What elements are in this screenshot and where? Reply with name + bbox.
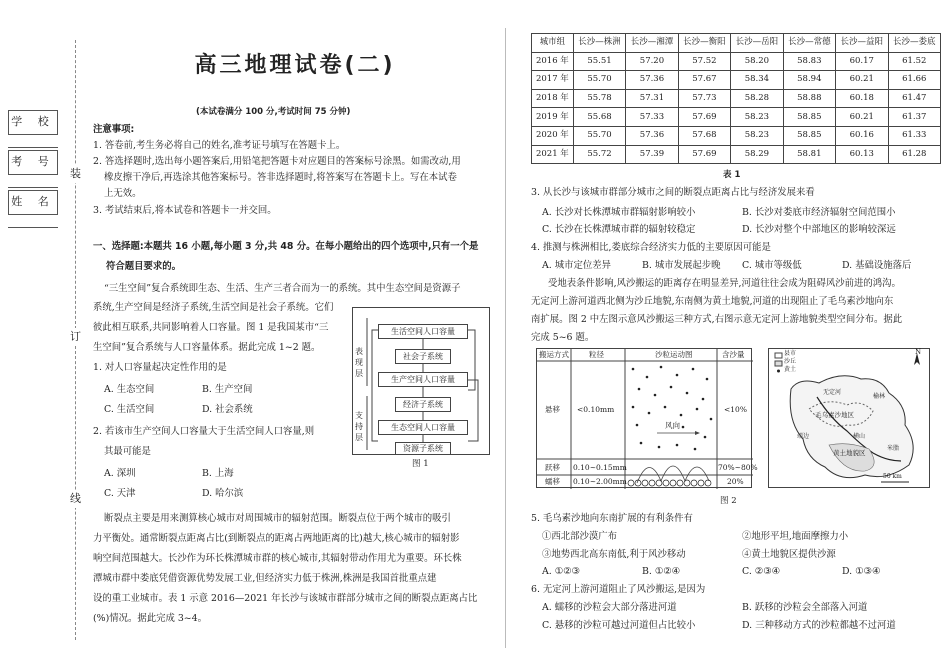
- table-cell: 61.28: [888, 145, 941, 164]
- table-cell: 60.18: [836, 89, 888, 108]
- table-cell: 61.66: [888, 71, 941, 90]
- fig2-size-suspension: <0.10mm: [577, 405, 615, 414]
- table-1-caption: 表 1: [723, 170, 741, 180]
- table-cell: 58.88: [783, 89, 835, 108]
- box-economic-system: 经济子系统: [395, 397, 451, 412]
- map-legend-loess: 黄土: [784, 366, 797, 373]
- table-cell: 60.21: [836, 71, 888, 90]
- table-cell: 55.72: [573, 145, 625, 164]
- para2-line: 力平衡处。通常断裂点距离占比(到断裂点的距离占两地距离的比)越大,核心城市的辐射影: [93, 533, 460, 544]
- para3-line: 南扩展。图 2 中左图示意风沙搬运三种方式,右图示意无定河上游地貌类型空间分布。据此: [531, 314, 903, 325]
- table-row: [532, 145, 941, 164]
- table-cell: 2018 年: [532, 89, 574, 108]
- creep-particles: [628, 480, 711, 486]
- fig2-content-suspension: <10%: [724, 405, 747, 414]
- intro-line: 生空间”复合系统与人口容量体系。据此完成 1~2 题。: [93, 342, 321, 353]
- q3-option-a[interactable]: A. 长沙对长株潭城市群辐射影响较小: [542, 207, 696, 218]
- table-cell: 55.51: [573, 52, 625, 71]
- table-cell: 57.33: [626, 108, 678, 127]
- table-cell: 61.37: [888, 108, 941, 127]
- table-cell: 2020 年: [532, 126, 574, 145]
- map-label-loess: 黄土地貌区: [833, 449, 866, 457]
- table-cell: 57.67: [678, 71, 730, 90]
- box-production-capacity: 生产空间人口容量: [378, 372, 468, 387]
- table-cell: 58.85: [783, 108, 835, 127]
- q1-option-c[interactable]: C. 生活空间: [104, 404, 155, 415]
- q5-item-3: ③地势西北高东南低,利于风沙移动: [542, 549, 686, 560]
- fig2-header-size: 粒径: [589, 350, 604, 359]
- q6-option-a[interactable]: A. 蠕移的沙粒会大部分落进河道: [542, 602, 677, 613]
- fig2-content-saltation: 70%~80%: [718, 463, 758, 472]
- q5-stem: 5. 毛乌素沙地向东南扩展的有利条件有: [531, 513, 693, 524]
- table-cell: 57.69: [678, 108, 730, 127]
- table-header-cell: 长沙—株洲: [573, 34, 625, 53]
- q1-option-a[interactable]: A. 生态空间: [104, 384, 155, 395]
- table-cell: 58.28: [731, 89, 783, 108]
- table-cell: 57.39: [626, 145, 678, 164]
- side-char-zhuang: 装: [70, 165, 81, 183]
- table-cell: 60.13: [836, 145, 888, 164]
- label-support-layer: 支持层: [355, 411, 363, 442]
- exam-number-blank[interactable]: [8, 176, 58, 188]
- table-cell: 58.23: [731, 126, 783, 145]
- page-title: 高三地理试卷(二): [194, 53, 396, 78]
- fig2-header-content: 含沙量: [722, 350, 745, 359]
- fig2-mode-suspension: 悬移: [545, 405, 560, 414]
- table-cell: 60.17: [836, 52, 888, 71]
- q4-stem: 4. 推测与株洲相比,娄底综合经济实力低的主要原因可能是: [531, 242, 771, 253]
- q4-option-d[interactable]: D. 基础设施落后: [842, 260, 912, 271]
- para3-line: 无定河上游河道西北侧为沙丘地貌,东南侧为黄土地貌,河道的出现阻止了毛乌素沙地向东: [531, 296, 894, 307]
- name-blank[interactable]: [8, 216, 58, 228]
- note-line: 橡皮擦干净后,再选涂其他答案标号。答非选择题时,将答案写在答题卡上。写在本试卷: [104, 172, 457, 183]
- para2-line: 响空间范围越大。长沙作为环长株潭城市群的核心城市,其辐射带动作用尤为重要。环长株: [93, 553, 462, 564]
- fig2-header-mode: 搬运方式: [539, 350, 569, 359]
- q5-item-4: ④黄土地貌区提供沙源: [742, 549, 836, 560]
- map-label-hengshan: 横山: [853, 433, 866, 440]
- table-header-cell: 城市组: [532, 34, 574, 53]
- table-cell: 55.78: [573, 89, 625, 108]
- map-label-sandland: 毛乌素沙地区: [815, 411, 854, 419]
- fig2-size-saltation: 0.10~0.15mm: [573, 463, 627, 472]
- table-cell: 57.20: [626, 52, 678, 71]
- intro-line: 彼此相互联系,共同影响着人口容量。图 1 是我国某市“三: [93, 322, 329, 333]
- table-header-cell: 长沙—益阳: [836, 34, 888, 53]
- figure-1-caption: 图 1: [412, 459, 429, 469]
- table-header-cell: 长沙—岳阳: [731, 34, 783, 53]
- q5-option-c[interactable]: C. ②③④: [742, 566, 781, 577]
- table-cell: 57.31: [626, 89, 678, 108]
- table-header-cell: 长沙—娄底: [888, 34, 941, 53]
- q1-option-b[interactable]: B. 生产空间: [202, 384, 253, 395]
- table-cell: 57.73: [678, 89, 730, 108]
- q5-option-a[interactable]: A. ①②③: [542, 566, 580, 577]
- table-cell: 60.16: [836, 126, 888, 145]
- table-cell: 61.33: [888, 126, 941, 145]
- table-cell: 58.20: [731, 52, 783, 71]
- table-cell: 58.29: [731, 145, 783, 164]
- fig2-mode-saltation: 跃移: [545, 463, 560, 472]
- table-cell: 57.52: [678, 52, 730, 71]
- map-north-label: N: [915, 348, 922, 356]
- table-cell: 2016 年: [532, 52, 574, 71]
- table-cell: 2021 年: [532, 145, 574, 164]
- para2-line: (%)情况。据此完成 3~4。: [93, 613, 207, 624]
- q3-option-b[interactable]: B. 长沙对娄底市经济辐射空间范围小: [742, 207, 896, 218]
- q5-item-1: ①西北部沙漠广布: [542, 531, 618, 542]
- school-label: 学 校: [8, 110, 58, 135]
- para2-line: 设的重工业城市。表 1 示意 2016—2021 年长沙与该城市群部分城市之间的断裂点距离占比: [93, 593, 478, 604]
- map-scale: 50 km: [883, 473, 902, 480]
- table-cell: 58.85: [783, 126, 835, 145]
- label-surface-layer: 表现层: [355, 347, 363, 378]
- map-label-jingbian: 靖边: [797, 433, 810, 440]
- box-living-capacity: 生活空间人口容量: [378, 324, 468, 339]
- map-label-mizhi: 米脂: [887, 445, 900, 452]
- table-cell: 57.36: [626, 126, 678, 145]
- q6-option-c[interactable]: C. 悬移的沙粒可越过河道但占比较小: [542, 620, 696, 631]
- table-cell: 58.34: [731, 71, 783, 90]
- para3-line: 完成 5~6 题。: [531, 332, 595, 343]
- exam-number-label: 考 号: [8, 150, 58, 175]
- side-char-ding: 订: [70, 328, 81, 346]
- q2-option-c[interactable]: C. 天津: [104, 488, 136, 499]
- section-heading-cont: 符合题目要求的。: [106, 261, 182, 272]
- q6-stem: 6. 无定河上游河道阻止了风沙搬运,是因为: [531, 584, 706, 595]
- q2-option-a[interactable]: A. 深圳: [104, 468, 136, 479]
- table-cell: 57.36: [626, 71, 678, 90]
- intro-line: 系统,生产空间是经济子系统,生活空间是社会子系统。它们: [93, 302, 334, 313]
- table-cell: 2019 年: [532, 108, 574, 127]
- table-cell: 61.52: [888, 52, 941, 71]
- table-cell: 55.70: [573, 71, 625, 90]
- q3-stem: 3. 从长沙与该城市群部分城市之间的断裂点距离占比与经济发展来看: [531, 187, 815, 198]
- table-row: [532, 71, 941, 90]
- q2-stem: 2. 若该市生产空间人口容量大于生活空间人口容量,则: [93, 426, 315, 437]
- para2-line: 潭城市群中娄底凭借资源优势发展工业,但经济实力低于株洲,株洲是我国首批重点建: [93, 573, 437, 584]
- map-legend-city: 县市: [784, 350, 797, 357]
- map-legend-dune: 沙丘: [784, 358, 797, 365]
- table-cell: 60.21: [836, 108, 888, 127]
- table-header-cell: 长沙—衡阳: [678, 34, 730, 53]
- table-cell: 57.68: [678, 126, 730, 145]
- table-cell: 58.23: [731, 108, 783, 127]
- table-1: [531, 33, 941, 164]
- table-header-cell: 长沙—常德: [783, 34, 835, 53]
- note-line: 上无效。: [104, 188, 142, 199]
- para3-line: 受地表条件影响,风沙搬运的距离存在明显差异,河道往往会成为阻碍风沙前进的鸿沟。: [548, 278, 901, 289]
- fig2-wind-label: 风向: [665, 421, 680, 430]
- table-row: [532, 89, 941, 108]
- q2-option-b[interactable]: B. 上海: [202, 468, 234, 479]
- table-row: [532, 52, 941, 71]
- figure-2-caption: 图 2: [720, 496, 737, 506]
- map-label-yulin: 榆林: [873, 393, 886, 400]
- box-resource-system: 资源子系统: [395, 442, 451, 455]
- box-ecological-capacity: 生态空间人口容量: [378, 420, 468, 435]
- side-char-xian: 线: [70, 490, 81, 508]
- q1-stem: 1. 对人口容量起决定性作用的是: [93, 362, 227, 373]
- q2-stem-cont: 其最可能是: [104, 446, 151, 457]
- table-row: [532, 108, 941, 127]
- column-divider: [505, 28, 506, 648]
- q1-option-d[interactable]: D. 社会系统: [202, 404, 253, 415]
- school-blank[interactable]: [8, 136, 58, 148]
- exam-subtitle: (本试卷满分 100 分,考试时间 75 分钟): [196, 107, 351, 117]
- table-header-cell: 长沙—湘潭: [626, 34, 678, 53]
- box-social-system: 社会子系统: [395, 349, 451, 364]
- q6-option-b[interactable]: B. 跃移的沙粒会全部落入河道: [742, 602, 868, 613]
- name-label: 姓 名: [8, 190, 58, 215]
- note-line: 3. 考试结束后,将本试卷和答题卡一并交回。: [93, 205, 277, 216]
- figure-2-transport-table: [536, 348, 758, 488]
- q6-option-d[interactable]: D. 三种移动方式的沙粒都越不过河道: [742, 620, 896, 631]
- fig2-mode-creep: 蠕移: [545, 477, 560, 486]
- figure-1: [352, 307, 490, 455]
- q3-option-c[interactable]: C. 长沙在长株潭城市群的辐射较稳定: [542, 224, 696, 235]
- table-row: [532, 126, 941, 145]
- table-cell: 55.68: [573, 108, 625, 127]
- q5-item-2: ②地形平坦,地面摩擦力小: [742, 531, 849, 542]
- table-cell: 2017 年: [532, 71, 574, 90]
- map-label-river: 无定河: [823, 389, 842, 396]
- table-cell: 61.47: [888, 89, 941, 108]
- q4-option-c[interactable]: C. 城市等级低: [742, 260, 802, 271]
- intro-line: “三生空间”复合系统即生态、生活、生产三者合而为一的系统。其中生态空间是资源子: [104, 283, 461, 294]
- q5-option-b[interactable]: B. ①②④: [642, 566, 681, 577]
- para2-line: 断裂点主要是用来测算核心城市对周围城市的辐射范围。断裂点位于两个城市的吸引: [104, 513, 451, 524]
- table-cell: 57.69: [678, 145, 730, 164]
- table-cell: 58.81: [783, 145, 835, 164]
- note-line: 2. 答选择题时,选出每小题答案后,用铅笔把答题卡对应题目的答案标号涂黑。如需改动,用: [93, 156, 461, 167]
- suspended-particles: [632, 366, 713, 451]
- notes-heading: 注意事项:: [93, 124, 135, 135]
- fig2-size-creep: 0.10~2.00mm: [573, 477, 627, 486]
- q3-option-d[interactable]: D. 长沙对整个中部地区的影响较深远: [742, 224, 896, 235]
- q4-option-a[interactable]: A. 城市定位差异: [542, 260, 611, 271]
- q4-option-b[interactable]: B. 城市发展起步晚: [642, 260, 721, 271]
- table-cell: 55.70: [573, 126, 625, 145]
- table-cell: 58.83: [783, 52, 835, 71]
- table-cell: 58.94: [783, 71, 835, 90]
- fig2-content-creep: 20%: [727, 477, 744, 486]
- figure-2-map: [768, 348, 930, 488]
- fig2-header-motion: 沙粒运动图: [655, 350, 693, 359]
- q5-option-d[interactable]: D. ①③④: [842, 566, 881, 577]
- section-heading: 一、选择题:本题共 16 小题,每小题 3 分,共 48 分。在每小题给出的四个选项中,只有一个是: [93, 241, 479, 252]
- note-line: 1. 答卷前,考生务必将自己的姓名,准考证号填写在答题卡上。: [93, 140, 346, 151]
- q2-option-d[interactable]: D. 哈尔滨: [202, 488, 244, 499]
